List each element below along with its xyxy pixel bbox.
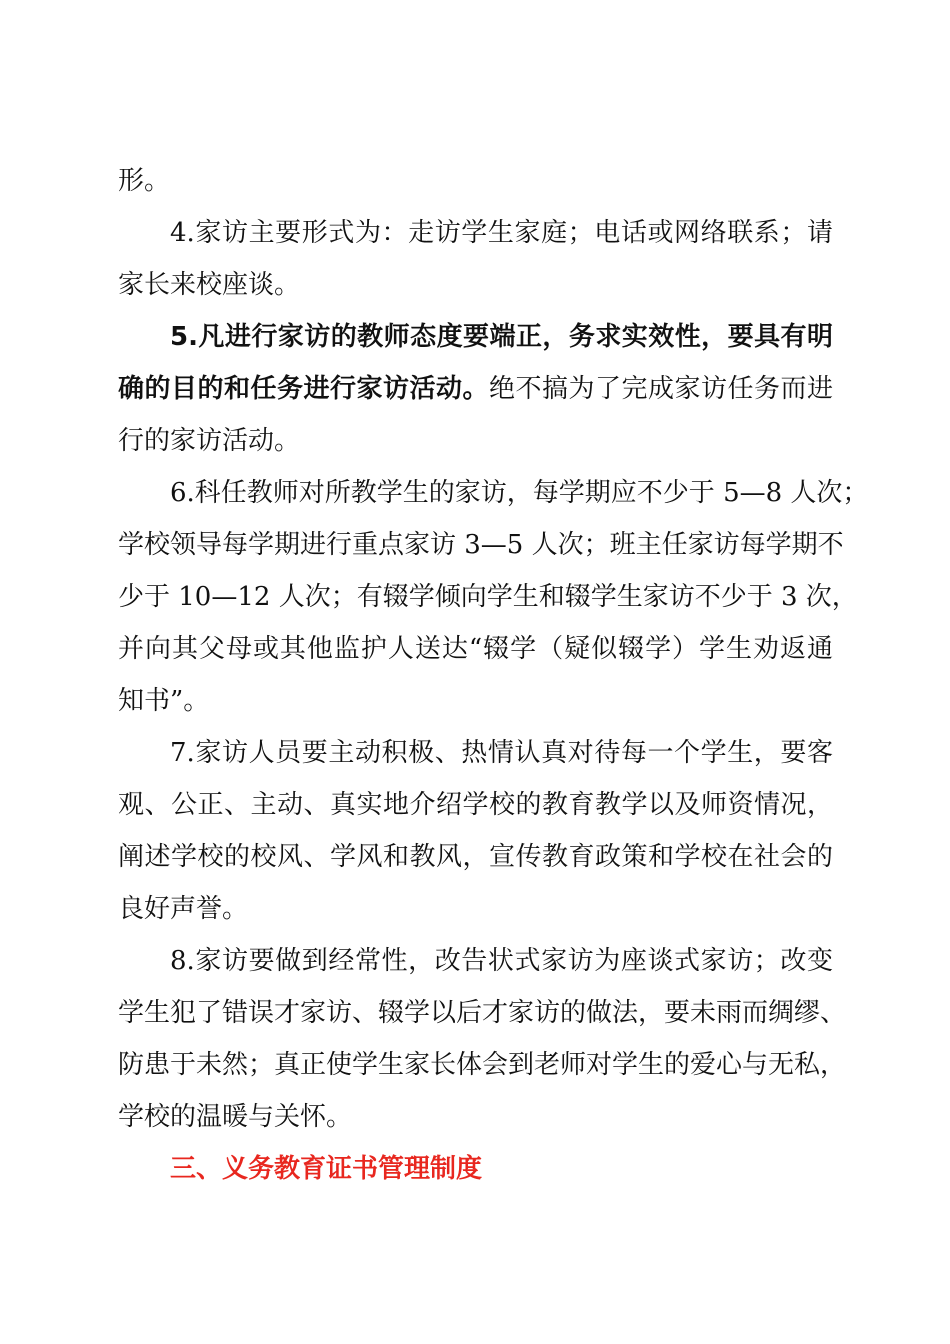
text-line: 形。	[118, 166, 171, 196]
text-line: 4.家访主要形式为：走访学生家庭；电话或网络联系；请	[170, 218, 833, 248]
bold-phrase: 确的目的和任务进行家访活动。	[118, 374, 489, 404]
text-line: 7.家访人员要主动积极、热情认真对待每一个学生，要客	[170, 738, 833, 768]
text-line	[118, 370, 833, 408]
text-line: 良好声誉。	[118, 894, 249, 924]
text-line: 并向其父母或其他监护人送达“辍学（疑似辍学）学生劝返通	[118, 634, 833, 664]
text-line: 学校领导每学期进行重点家访 3—5 人次；班主任家访每学期不	[118, 530, 844, 560]
text-line: 家长来校座谈。	[118, 270, 301, 300]
text-line: 防患于未然；真正使学生家长体会到老师对学生的爱心与无私，	[118, 1050, 847, 1080]
text-line: 少于 10—12 人次；有辍学倾向学生和辍学生家访不少于 3 次，	[118, 582, 858, 612]
text-line: 学校的温暖与关怀。	[118, 1102, 353, 1132]
text-line: 知书”。	[118, 686, 210, 716]
text-line: 6.科任教师对所教学生的家访，每学期应不少于 5—8 人次；	[170, 478, 869, 508]
text-line: 观、公正、主动、真实地介绍学校的教育教学以及师资情况，	[118, 790, 833, 820]
text-line: 学生犯了错误才家访、辍学以后才家访的做法，要未雨而绸缪、	[118, 998, 847, 1028]
text-line: 行的家访活动。	[118, 426, 301, 456]
section-heading: 三、义务教育证书管理制度	[170, 1154, 483, 1184]
text-line: 8.家访要做到经常性，改告状式家访为座谈式家访；改变	[170, 946, 833, 976]
text-line: 阐述学校的校风、学风和教风，宣传教育政策和学校在社会的	[118, 842, 833, 872]
text-span: 绝不搞为了完成家访任务而进	[488, 374, 833, 404]
text-line-bold: 5.凡进行家访的教师态度要端正，务求实效性，要具有明	[170, 322, 833, 352]
